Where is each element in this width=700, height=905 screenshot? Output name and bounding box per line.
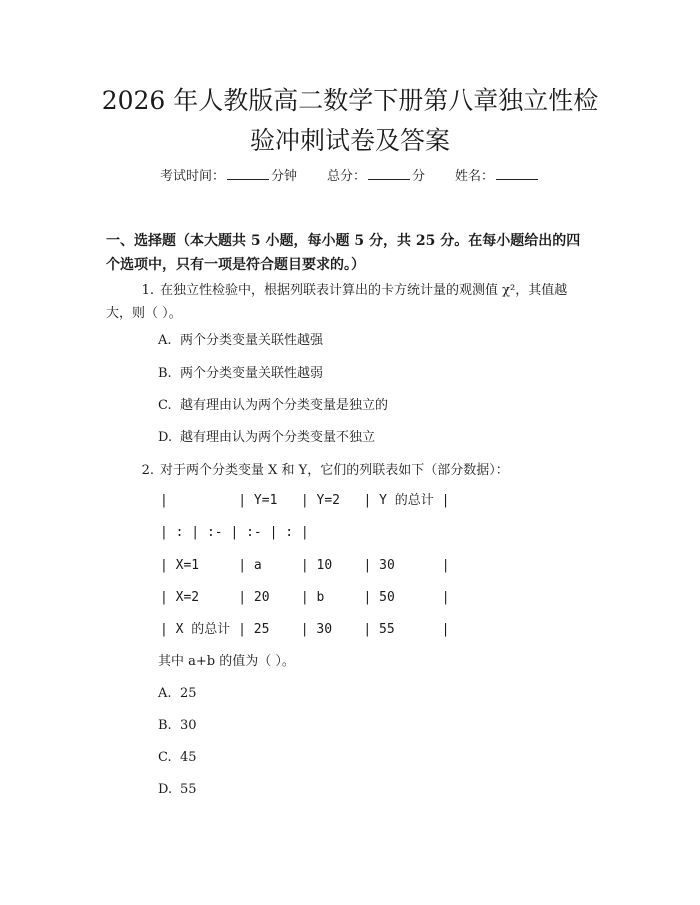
question-followup: 其中 a+b 的值为（ ）。 [158,654,295,669]
time-unit: 分钟 [270,169,297,184]
section-heading: 一、选择题（本大题共 5 小题，每小题 5 分，共 25 分。在每小题给出的四个选项中，只有一项是符合题目要求的。） [106,233,581,273]
table-row: | | Y=1 | Y=2 | Y 的总计 | [160,493,450,508]
q1-option-a [158,331,323,351]
option-text: 45 [180,750,197,765]
score-blank [368,167,410,180]
question-number: 2. [141,463,154,478]
time-blank [227,167,269,180]
question-2 [106,459,592,482]
option-text: 两个分类变量关联性越强 [180,333,324,348]
table-row: | X=2 | 20 | b | 50 | [160,590,450,605]
time-label: 考试时间： [159,169,225,184]
option-text: 越有理由认为两个分类变量不独立 [180,430,376,445]
option-text: 越有理由认为两个分类变量是独立的 [180,398,389,413]
question-stem: 在独立性检验中，根据列联表计算出的卡方统计量的观测值 χ²，其值越大，则（ ）。 [106,283,568,321]
table-row: | X 的总计 | 25 | 30 | 55 | [160,622,450,637]
option-letter: A. [158,333,172,348]
table-row: | X=1 | a | 10 | 30 | [160,558,450,573]
table-row: | : | :- | :- | : | [160,525,309,540]
q2-option-d [158,780,197,800]
score-label: 总分： [326,169,366,184]
name-label: 姓名： [455,169,495,184]
option-text: 两个分类变量关联性越弱 [180,366,324,381]
score-unit: 分 [412,169,426,184]
option-letter: A. [158,686,172,701]
option-letter: B. [158,718,172,733]
q2-option-c [158,748,197,768]
option-text: 25 [180,686,197,701]
option-letter: C. [158,398,172,413]
question-number: 1. [141,283,154,298]
page-title-line-1: 2026 年人教版高二数学下册第八章独立性检 [101,86,599,115]
option-text: 55 [180,782,197,797]
option-text: 30 [180,718,197,733]
question-1 [106,279,592,325]
question-stem: 对于两个分类变量 X 和 Y，它们的列联表如下（部分数据）： [160,463,509,478]
option-letter: C. [158,750,172,765]
exam-info-line [0,166,700,188]
name-blank [496,167,538,180]
q2-option-b [158,716,197,736]
q1-option-b [158,364,323,384]
option-letter: D. [158,782,173,797]
q1-option-d [158,428,375,448]
page-title-line-2: 验冲刺试卷及答案 [249,126,450,155]
q2-option-a [158,684,197,704]
option-letter: D. [158,430,173,445]
option-letter: B. [158,366,172,381]
q1-option-c [158,396,388,416]
